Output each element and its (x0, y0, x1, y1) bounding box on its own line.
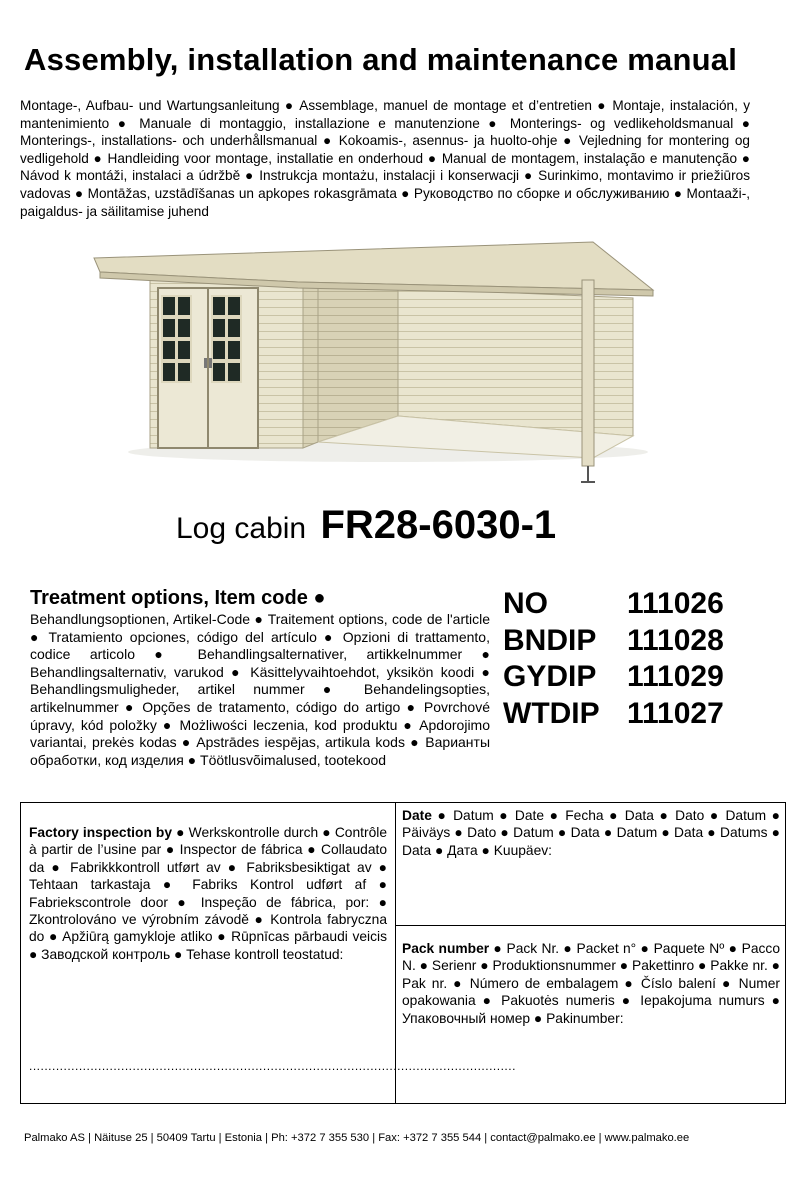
item-code: 111026 (627, 587, 724, 620)
signature-line: ............................................................................................................................... (29, 1059, 516, 1073)
treatment-name: NO (503, 587, 548, 620)
treatment-name: GYDIP (503, 660, 597, 693)
pack-text (402, 940, 780, 1027)
date-cell (396, 803, 785, 926)
date-text (402, 807, 780, 859)
inspection-text (29, 824, 387, 963)
product-code: FR28-6030-1 (320, 503, 557, 547)
item-code: 111027 (627, 696, 724, 730)
log-cabin-illustration (88, 236, 656, 494)
treatment-name: BNDIP (503, 623, 597, 657)
pack-translations: ● Pack Nr. ● Packet n° ● Paquete Nº ● Pacco N. ● Serienr ● Produktionsnummer ● Pakettinro ● Pakke nr. ● Pak nr. ● Número de embalagem ● Číslo balení ● Numer opakowania ● Pakuotės numeris ● Iepakojuma numurs ● Упаковочный номер ● Pakinumber: (402, 941, 781, 1026)
item-code-row (503, 586, 743, 623)
subtitle-translations: Montage-, Aufbau- und Wartungsanleitung ● Assemblage, manuel de montage et d’entretien ● Montaje, instalación, y mantenimiento ● Manuale di montaggio, installazione e manutenzione ● Monterings- og vedlikeholdsmanual ● Monterings-, installations- och underhållsmanual ● Kokoamis-, asennus- ja huolto-ohje ● Vejledning for montering og vedligehold ● Handleiding voor montage, installatie en onderhoud ● Manual de montagem, instalação e manutenção ● Návod k montáži, instalaci a údržbě ● Instrukcja montażu, instalacji i konserwacji ● Surinkimo, montavimo ir priežiūros vadovas ● Montāžas, uzstādīšanas un apkopes rokasgrāmata ● Руководство по сборке и обслуживанию ● Montaaži-, paigaldus- ja säilitamise juhend (20, 98, 750, 219)
item-codes-table (503, 586, 743, 732)
date-label: Date (402, 808, 432, 823)
pack-label: Pack number (402, 941, 490, 956)
page-title: Assembly, installation and maintenance manual (24, 42, 738, 77)
product-label: Log cabin (176, 512, 307, 545)
treatment-name: WTDIP (503, 696, 600, 730)
inspection-form (20, 802, 786, 1104)
item-code: 111029 (627, 660, 724, 693)
treatment-heading: Treatment options, Item code ● (30, 587, 326, 609)
item-code-row (503, 623, 743, 660)
footer-contact: Palmako AS | Näituse 25 | 50409 Tartu | Estonia | Ph: +372 7 355 530 | Fax: +372 7 355 544 | contact@palmako.ee | www.palmako.ee (24, 1132, 690, 1144)
treatment-translations: Behandlungsoptionen, Artikel-Code ● Traitement options, code de l'article ● Tratamiento opciones, código del artículo ● Opzioni di trattamento, codice articolo ● Behandlingsalternativer, artikkelnummer ● Behandlingsalternativ, varukod ● Käsittelyvaihtoehdot, yksikön koodi ● Behandlingsmuligheder, artikel nummer ● Behandelingsopties, artikelnummer ● Opções de tratamento, código do artigo ● Povrchové úpravy, kód položky ● Możliwości leczenia, kod produktu ● Apdorojimo variantai, prekės kodas ● Apstrādes iespējas, artikula kods ● Варианты обработки, код изделия ● Töötlusvõimalused, tootekood (30, 611, 490, 768)
item-code-row (503, 659, 743, 696)
inspection-translations: ● Werkskontrolle durch ● Contrôle à partir de l’usine par ● Inspector de fábrica ● Collaudato da ● Fabrikkkontroll utført av ● Fabriksbesiktigat av ● Tehtaan tarkastaja ● Fabriks Kontrol udført af ● Fabriekscontrole door ● Inspeção de fábrica, por: ● Zkontrolováno ve výrobním závodě ● Kontrola fabryczna do ● Apžiūrą gamykloje atliko ● Rūpnīcas pārbaudi veicis ● Заводской контроль ● Tehase kontroll teostatud: (29, 825, 387, 962)
item-code-row (503, 696, 743, 733)
product-title (176, 503, 556, 548)
item-code: 111028 (627, 623, 724, 657)
pack-number-cell (396, 926, 785, 1103)
date-translations: ● Datum ● Date ● Fecha ● Data ● Dato ● Datum ● Päiväys ● Dato ● Datum ● Data ● Datum ● Data ● Datums ● Data ● Дата ● Kuupäev: (402, 808, 780, 858)
inspection-label: Factory inspection by (29, 825, 173, 840)
